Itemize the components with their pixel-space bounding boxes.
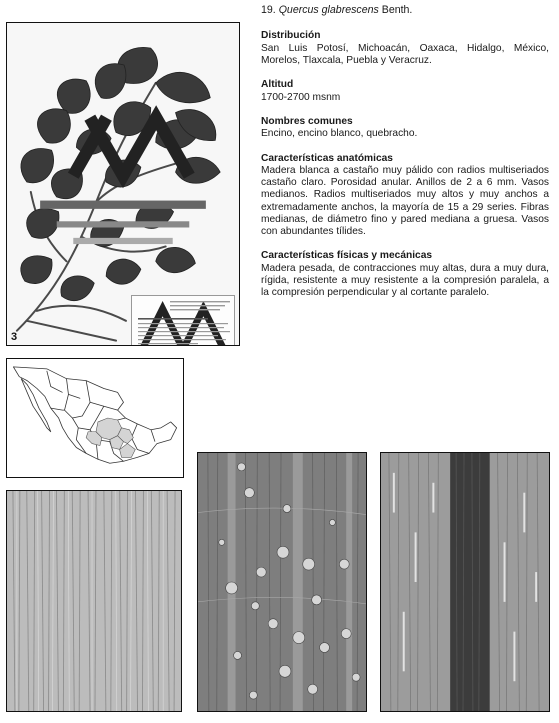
herbarium-specimen-photo [6,22,240,346]
wood-radial-section-photo [380,452,550,712]
section-anatomy [261,153,549,239]
section-common-names [261,116,549,141]
section-heading: Características anatómicas [261,152,393,164]
species-description [261,4,549,311]
section-heading: Altitud [261,79,294,91]
section-heading: Nombres comunes [261,115,353,127]
wood-grain-illustration [7,491,181,711]
species-number: 19. [261,4,276,16]
wood-cross-section-illustration [198,453,366,711]
section-text: 1700-2700 msnm [261,91,341,103]
distribution-map [6,358,184,478]
species-name: Quercus glabrescens [278,4,379,16]
wood-cross-section-photo [197,452,367,712]
species-title [261,4,549,16]
section-altitude [261,79,549,104]
section-text: San Luis Potosí, Michoacán, Oaxaca, Hidalgo, México, Morelos, Tlaxcala, Puebla y Veracruz. [261,42,549,66]
section-heading: Características físicas y mecánicas [261,250,433,262]
wood-radial-section-illustration [381,453,549,711]
section-heading: Distribución [261,30,321,42]
wood-tangential-section-photo [6,490,182,712]
section-text: Madera pesada, de contracciones muy altas, dura a muy dura, rígida, resistente a muy resistente a la compresión paralela, a la compresión perpendicular y al cortante paralelo. [261,262,549,299]
section-distribution [261,30,549,67]
herbarium-label-card [131,295,235,346]
mexico-map-illustration [7,359,183,477]
section-text: Madera blanca a castaño muy pálido con radios multiseriados castaño claro. Porosidad anular. Anillos de 2 a 6 mm. Vasos medianos. Radios multiseriados muy altos y muy anchos a extremadamente anchos, la mayoría de 15 a 29 series. Fibras medianas, de diámetro fino y pared mediana a gruesa. Vasos con abundantes tílides. [261,165,549,238]
section-physical-mechanical [261,250,549,299]
label-card-text-lines [132,296,236,346]
section-text: Encino, encino blanco, quebracho. [261,128,418,140]
figure-number: 3 [11,331,18,343]
species-author: Benth. [381,4,413,16]
